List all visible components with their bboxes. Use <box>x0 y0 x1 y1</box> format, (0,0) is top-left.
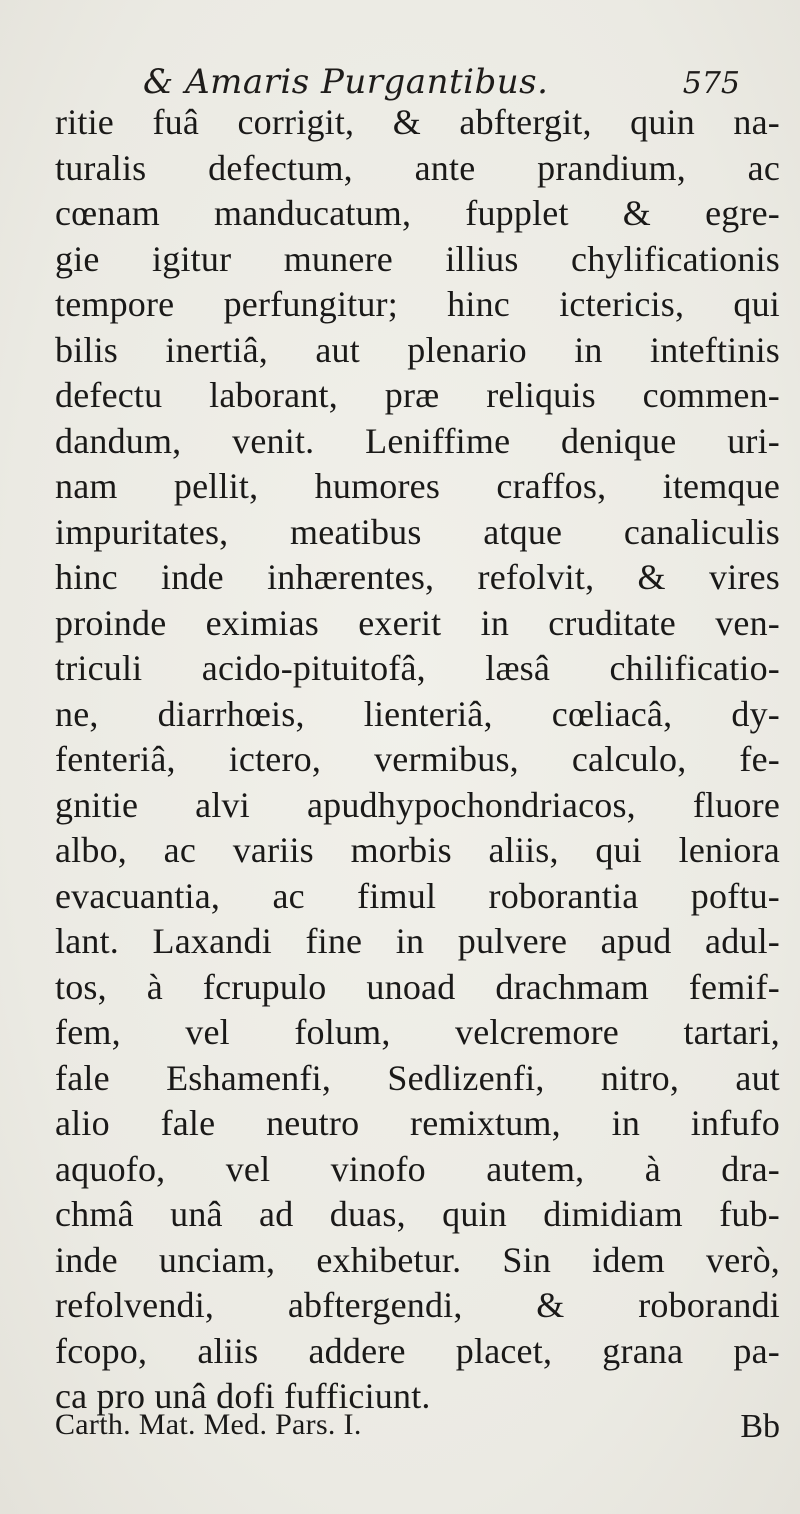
text-line: refolvendi, abftergendi, & roborandi <box>55 1285 780 1325</box>
text-line: nam pellit, humores craffos, itemque <box>55 466 780 506</box>
text-line: triculi acido-pituitofâ, læsâ chilificatio- <box>55 648 780 688</box>
text-line: tempore perfungitur; hinc ictericis, qui <box>55 284 780 324</box>
text-line: tos, à fcrupulo unoad drachmam femif- <box>55 966 780 1007</box>
text-line: alio fale neutro remixtum, in infufo <box>55 1103 780 1143</box>
page-number: 575 <box>682 66 740 101</box>
signature-mark: Bb <box>740 1408 780 1445</box>
text-line: turalis defectum, ante prandium, ac <box>55 147 780 188</box>
signature-note: Carth. Mat. Med. Pars. I. <box>55 1408 362 1441</box>
text-line: gie igitur munere illius chylificationis <box>55 238 780 279</box>
text-line: ca pro unâ dofi fufficiunt. <box>55 1376 431 1416</box>
text-line: proinde eximias exerit in cruditate ven- <box>55 602 780 643</box>
text-line: chmâ unâ ad duas, quin dimidiam fub- <box>55 1194 780 1234</box>
text-line: defectu laborant, præ reliquis commen- <box>55 375 780 415</box>
text-line: inde unciam, exhibetur. Sin idem verò, <box>55 1239 780 1280</box>
text-line: fenteriâ, ictero, vermibus, calculo, fe- <box>55 739 780 779</box>
text-line: aquofo, vel vinofo autem, à dra- <box>55 1148 780 1189</box>
body-text <box>55 100 780 1420</box>
text-line: impuritates, meatibus atque canaliculis <box>55 511 780 552</box>
text-line: gnitie alvi apudhypochondriacos, fluore <box>55 784 780 825</box>
text-line: albo, ac variis morbis aliis, qui leniora <box>55 830 780 870</box>
text-line: ritie fuâ corrigit, & abftergit, quin na- <box>55 102 780 142</box>
text-line: cœnam manducatum, fupplet & egre- <box>55 193 780 233</box>
text-line: fcopo, aliis addere placet, grana pa- <box>55 1330 780 1371</box>
text-line: fem, vel folum, velcremore tartari, <box>55 1012 780 1052</box>
running-title: & Amaris Purgantibus. <box>143 62 549 102</box>
text-line: hinc inde inhærentes, refolvit, & vires <box>55 557 780 597</box>
text-line: evacuantia, ac fimul roborantia poftu- <box>55 875 780 916</box>
text-line: lant. Laxandi fine in pulvere apud adul- <box>55 921 780 961</box>
text-line: fale Eshamenfi, Sedlizenfi, nitro, aut <box>55 1057 780 1098</box>
text-line: dandum, venit. Leniffime denique uri- <box>55 420 780 461</box>
text-line: bilis inertiâ, aut plenario in inteftinis <box>55 329 780 370</box>
text-line: ne, diarrhœis, lienteriâ, cœliacâ, dy- <box>55 693 780 734</box>
page-footer <box>55 1408 780 1458</box>
